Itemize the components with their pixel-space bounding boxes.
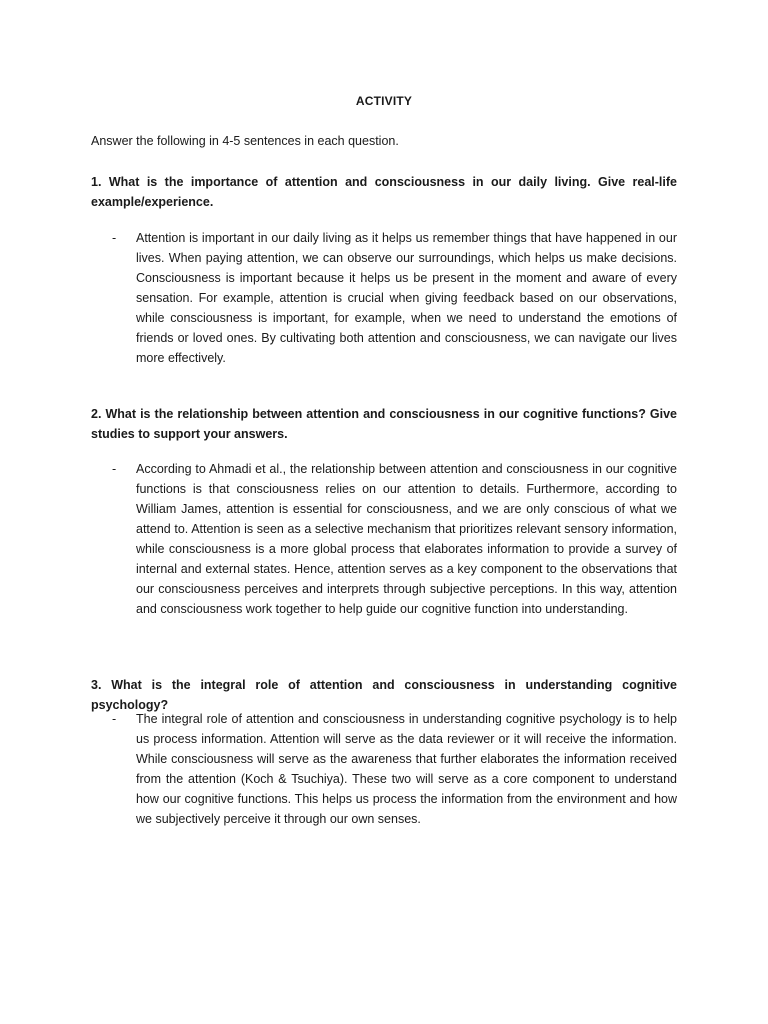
answer-2-bullet: - bbox=[112, 462, 117, 476]
answer-3-bullet: - bbox=[112, 712, 117, 726]
instruction-text: Answer the following in 4-5 sentences in each question. bbox=[91, 134, 399, 148]
answer-2: According to Ahmadi et al., the relationship between attention and consciousness in our cognitive functions is that consciousness relies on our attention to details. Furthermore, according to William James, attention is essential for consciousness, and we are only conscious of what we attend to. Attention is seen as a selective mechanism that prioritizes relevant sensory information, while consciousness is a more global process that elaborates information to provide a survey of internal and external states. Hence, attention serves as a key component to the observations that our consciousness perceives and interprets through subjective perceptions. In this way, attention and consciousness work together to help guide our cognitive function into understanding. bbox=[136, 462, 677, 616]
answer-1: Attention is important in our daily living as it helps us remember things that have happened in our lives. When paying attention, we can observe our surroundings, which helps us make decisions. Consciousness is important because it helps us be present in the moment and aware of every sensation. For example, attention is crucial when giving feedback based on our observations, while consciousness is important, for example, when we need to understand the emotions of friends or loved ones. By cultivating both attention and consciousness, we can navigate our lives more effectively. bbox=[136, 231, 677, 365]
answer-1-bullet: - bbox=[112, 231, 117, 245]
question-1: 1. What is the importance of attention and consciousness in our daily living. Give real-life example/experience. bbox=[91, 175, 677, 209]
question-3: 3. What is the integral role of attention and consciousness in understanding cognitive psychology? bbox=[91, 678, 677, 712]
document-title: ACTIVITY bbox=[355, 94, 413, 108]
answer-3: The integral role of attention and consciousness in understanding cognitive psychology is to help us process information. Attention will serve as the data reviewer or it will receive the information. While consciousness will serve as the awareness that further elaborates the information received from the attention (Koch & Tsuchiya). These two will serve as a core component to understand how our cognitive functions. This helps us process the information from the environment and how we subjectively perceive it through our own senses. bbox=[136, 712, 677, 826]
question-2: 2. What is the relationship between attention and consciousness in our cognitive functions? Give studies to support your answers. bbox=[91, 407, 677, 441]
